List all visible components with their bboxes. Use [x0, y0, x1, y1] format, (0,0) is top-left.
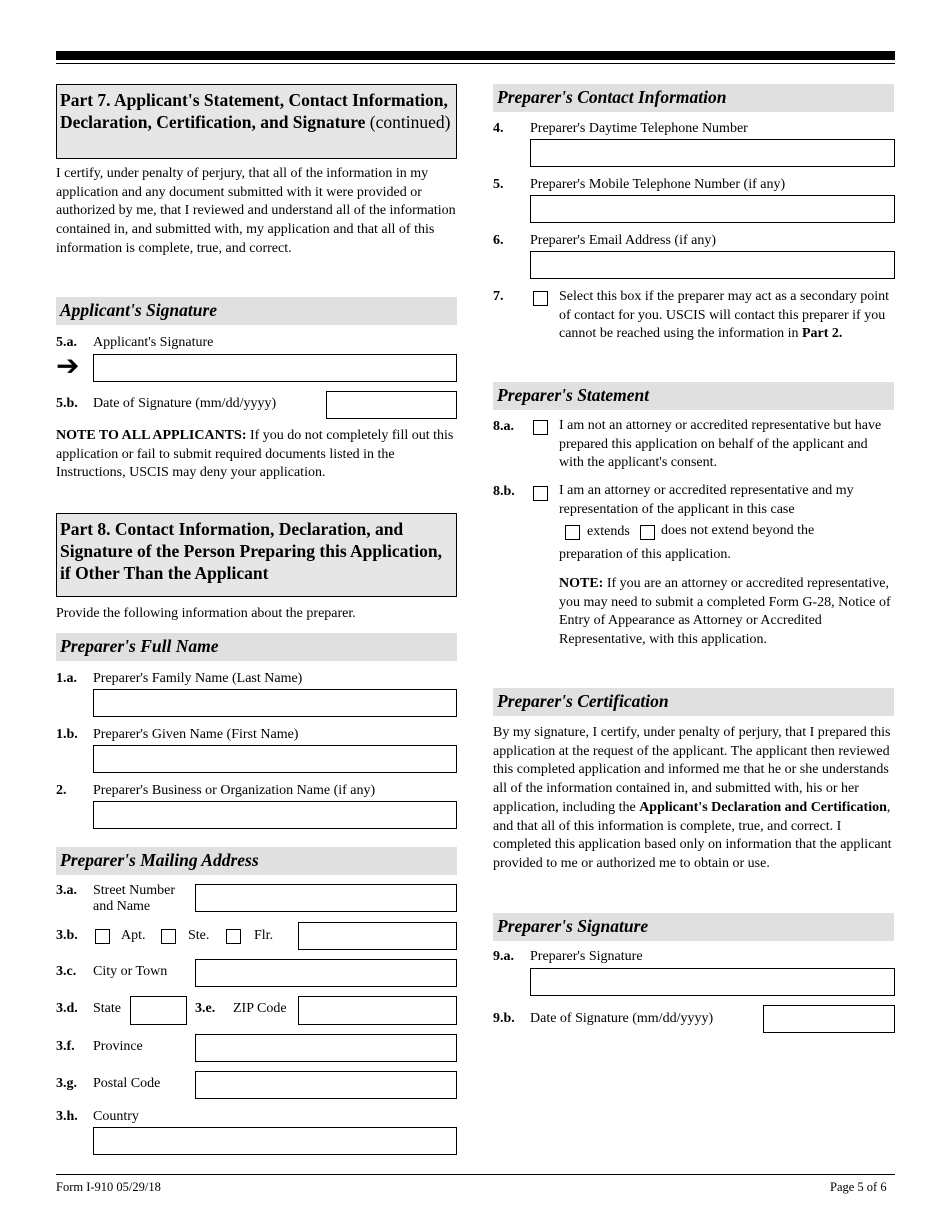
preparer-date-field[interactable] — [763, 1005, 895, 1033]
cert-text-bold: Applicant's Declaration and Certification — [639, 799, 887, 815]
q3a-label-line1: Street Number — [93, 883, 176, 898]
note-all-applicants-text: If you do not completely fill out this application or fail to submit required documents listed in the Instructions, USCIS may deny your application. — [56, 428, 454, 481]
q3b-number: 3.b. — [56, 928, 78, 943]
part7-certify-text: I certify, under penalty of perjury, that all of the information in my application and any document submitted with it were provided or authorized by me, that I reviewed and understand all of the information contained in, and submitted with, my application and that all of this information is complete, true, and correct. — [56, 166, 456, 256]
header-thick-rule — [56, 51, 895, 60]
apt-number-field[interactable] — [298, 922, 457, 950]
part8-intro: Provide the following information about the preparer. — [56, 606, 356, 621]
footer-form-id: Form I-910 05/29/18 — [56, 1180, 161, 1194]
email-field[interactable] — [530, 251, 895, 279]
q3f-label: Province — [93, 1039, 143, 1054]
section-preparer-full-name: Preparer's Full Name — [56, 633, 457, 661]
q1a-number: 1.a. — [56, 671, 77, 686]
q3c-label: City or Town — [93, 964, 168, 979]
note-all-applicants — [56, 427, 457, 483]
q8b-note-text: If you are an attorney or accredited representative, you may need to submit a completed Form G-28, Notice of Entry of Appearance as Attorney or Accredited Representative, with this application. — [559, 576, 891, 648]
section-preparer-statement: Preparer's Statement — [493, 382, 894, 410]
q3g-label: Postal Code — [93, 1076, 161, 1091]
q3d-number: 3.d. — [56, 1001, 78, 1016]
q9b-number: 9.b. — [493, 1011, 515, 1026]
q7-text-bold: Part 2. — [801, 326, 843, 342]
q5-label: Preparer's Mobile Telephone Number (if any) — [530, 177, 786, 192]
q3a-label — [93, 883, 175, 915]
not-extend-checkbox[interactable] — [640, 525, 655, 540]
q3f-number: 3.f. — [56, 1039, 75, 1054]
section-applicant-signature: Applicant's Signature — [56, 297, 457, 325]
arrow-right-icon: ➔ — [56, 351, 80, 382]
q7-text — [559, 288, 895, 344]
cert-text-part1: By my signature, I certify, under penalty of perjury, that I prepared this application at the request of the applicant. The applicant then reviewed this completed application and informed me that he or she understands all of the information contained in, and submitted with, his or her application, including the — [493, 725, 891, 815]
q3a-number: 3.a. — [56, 883, 77, 898]
section-preparer-mailing-address: Preparer's Mailing Address — [56, 847, 457, 875]
q5b-number: 5.b. — [56, 396, 78, 411]
q5b-label: Date of Signature (mm/dd/yyyy) — [93, 396, 277, 411]
country-field[interactable] — [93, 1127, 457, 1155]
q2-label: Preparer's Business or Organization Name (if any) — [93, 783, 376, 798]
q9b-label: Date of Signature (mm/dd/yyyy) — [530, 1011, 714, 1026]
preparer-given-name-field[interactable] — [93, 745, 457, 773]
part7-title-box — [56, 84, 457, 159]
q3h-label: Country — [93, 1109, 139, 1124]
part7-title: Part 7. Applicant's Statement, Contact Information, Declaration, Certification, and Signature — [60, 90, 448, 132]
applicant-signature-field[interactable] — [93, 354, 457, 382]
attorney-checkbox[interactable] — [533, 486, 548, 501]
not-attorney-checkbox[interactable] — [533, 420, 548, 435]
mobile-phone-field[interactable] — [530, 195, 895, 223]
q4-number: 4. — [493, 121, 504, 136]
q9a-label: Preparer's Signature — [530, 949, 643, 964]
q3a-label-line2: and Name — [93, 899, 151, 914]
state-field[interactable] — [130, 996, 187, 1025]
street-name-field[interactable] — [195, 884, 457, 912]
applicant-date-field[interactable] — [326, 391, 457, 419]
q7-text-body: Select this box if the preparer may act as a secondary point of contact for you. USCIS will contact this preparer if you cannot be reached using the information in — [559, 289, 890, 342]
preparer-signature-field[interactable] — [530, 968, 895, 996]
secondary-contact-checkbox[interactable] — [533, 291, 548, 306]
extends-label: extends — [587, 524, 630, 539]
zip-code-field[interactable] — [298, 996, 457, 1025]
q1a-label: Preparer's Family Name (Last Name) — [93, 671, 303, 686]
q3d-label: State — [93, 1001, 121, 1016]
extends-checkbox[interactable] — [565, 525, 580, 540]
flr-checkbox[interactable] — [226, 929, 241, 944]
header-thin-rule — [56, 63, 895, 64]
preparer-family-name-field[interactable] — [93, 689, 457, 717]
section-preparer-signature: Preparer's Signature — [493, 913, 894, 941]
q5-number: 5. — [493, 177, 504, 192]
q5a-number: 5.a. — [56, 335, 77, 350]
cert-text-part2: , and that all of this information is complete, true, and correct. I completed this application based only on information that the applicant provided to me or authorized me to obtain or use. — [493, 799, 892, 871]
section-preparer-certification: Preparer's Certification — [493, 688, 894, 716]
apt-checkbox[interactable] — [95, 929, 110, 944]
q8b-text: I am an attorney or accredited representative and my representation of the applicant in this case — [559, 483, 854, 517]
province-field[interactable] — [195, 1034, 457, 1062]
q3g-number: 3.g. — [56, 1076, 77, 1091]
q8a-text: I am not an attorney or accredited representative but have prepared this application on behalf of the applicant and with the applicant's consent. — [559, 418, 882, 471]
q3e-number: 3.e. — [195, 1001, 216, 1016]
q3c-number: 3.c. — [56, 964, 77, 979]
part7-title-suffix: (continued) — [365, 112, 451, 132]
footer-page-number: Page 5 of 6 — [830, 1180, 887, 1194]
section-preparer-contact-info: Preparer's Contact Information — [493, 84, 894, 112]
q5a-label: Applicant's Signature — [93, 335, 214, 350]
preparer-business-name-field[interactable] — [93, 801, 457, 829]
q9a-number: 9.a. — [493, 949, 514, 964]
note-all-applicants-label: NOTE TO ALL APPLICANTS: — [56, 428, 247, 443]
flr-label: Flr. — [254, 928, 274, 943]
footer-rule — [56, 1174, 895, 1175]
q6-number: 6. — [493, 233, 504, 248]
q7-number: 7. — [493, 289, 504, 304]
q3e-label: ZIP Code — [233, 1001, 287, 1016]
q8b-note — [559, 575, 895, 650]
city-field[interactable] — [195, 959, 457, 987]
q1b-number: 1.b. — [56, 727, 78, 742]
preparer-certification-text — [493, 724, 895, 874]
q3h-number: 3.h. — [56, 1109, 78, 1124]
preparation-text: preparation of this application. — [559, 547, 731, 562]
part8-title: Part 8. Contact Information, Declaration, and Signature of the Person Preparing this Application, if Other Than the Applicant — [60, 519, 442, 583]
postal-code-field[interactable] — [195, 1071, 457, 1099]
not-extend-label: does not extend beyond the — [661, 523, 815, 538]
q6-label: Preparer's Email Address (if any) — [530, 233, 717, 248]
q8b-number: 8.b. — [493, 484, 515, 499]
q4-label: Preparer's Daytime Telephone Number — [530, 121, 748, 136]
daytime-phone-field[interactable] — [530, 139, 895, 167]
ste-label: Ste. — [188, 928, 210, 943]
q1b-label: Preparer's Given Name (First Name) — [93, 727, 299, 742]
q8b-note-label: NOTE: — [559, 576, 604, 591]
q8a-number: 8.a. — [493, 419, 514, 434]
apt-label: Apt. — [121, 928, 146, 943]
part8-title-box — [56, 513, 457, 597]
q2-number: 2. — [56, 783, 67, 798]
ste-checkbox[interactable] — [161, 929, 176, 944]
